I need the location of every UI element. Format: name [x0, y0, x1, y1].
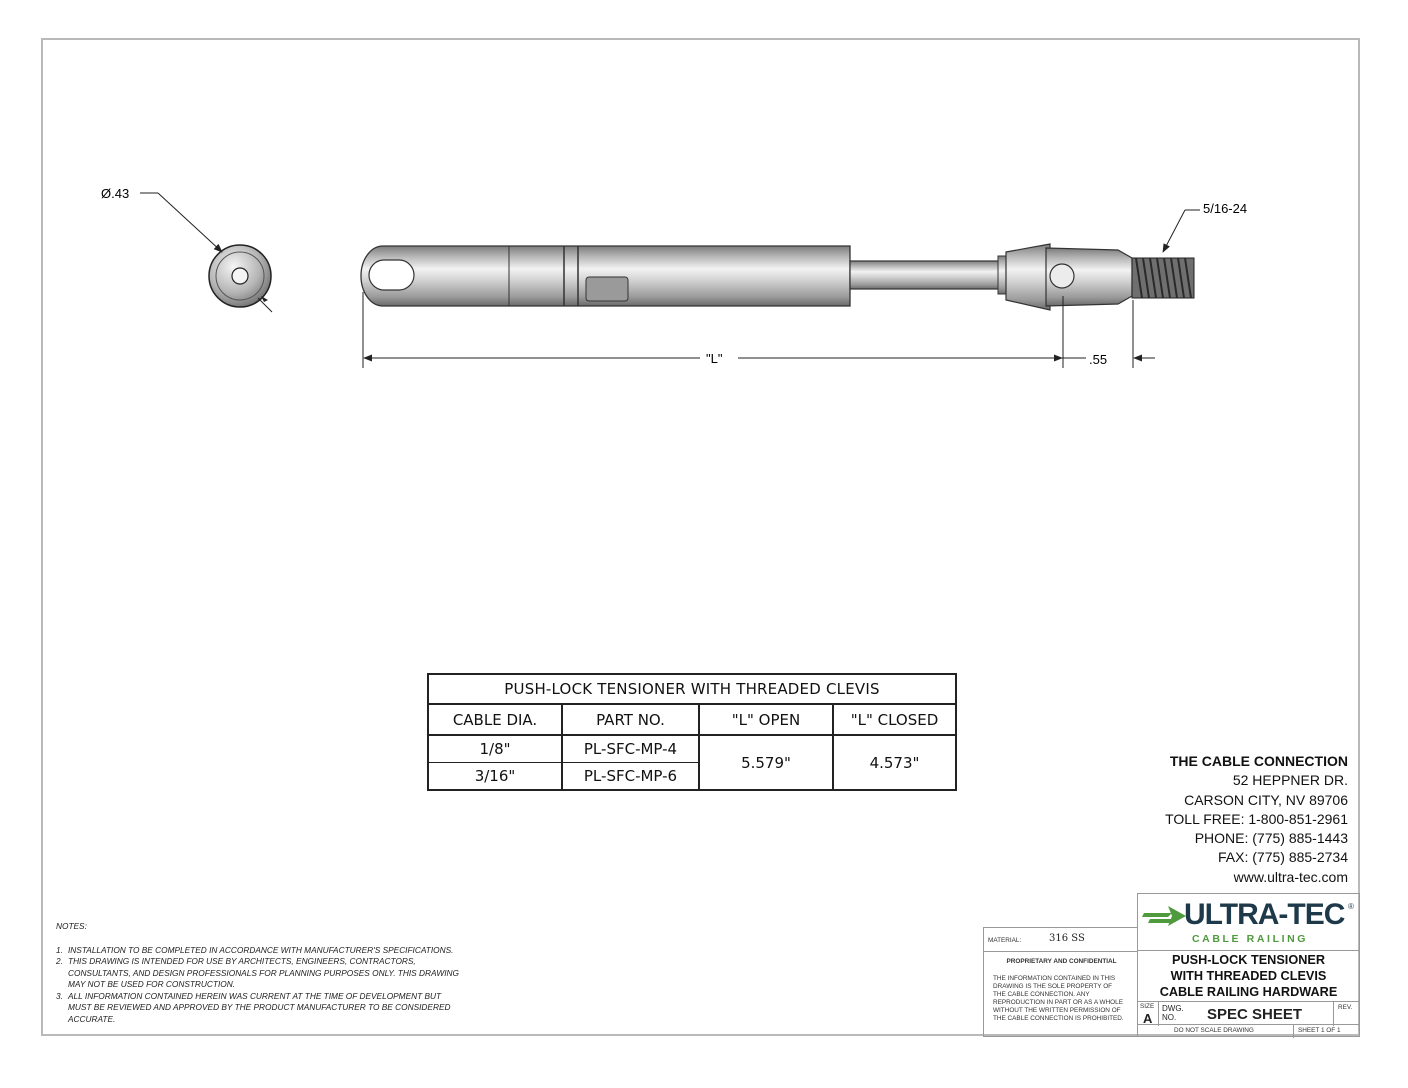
tensioner-drawing: [0, 0, 1408, 420]
thread-length-label: .55: [1089, 352, 1108, 367]
note-item: 3. ALL INFORMATION CONTAINED HEREIN WAS CURRENT AT THE TIME OF DEVELOPMENT BUT MUST BE REVIEWED AND APPROVED BY THE PRODUCT MANUFACTURER TO BE CONSIDERED ACCURATE.: [56, 990, 451, 1024]
notes-heading: NOTES:: [56, 921, 87, 931]
company-website[interactable]: www.ultra-tec.com: [1233, 868, 1348, 885]
cell-l-closed: 4.573": [833, 735, 956, 790]
cell-cable-dia: 3/16": [428, 763, 562, 791]
note-item: 2. THIS DRAWING IS INTENDED FOR USE BY ARCHITECTS, ENGINEERS, CONTRACTORS, CONSULTANTS, AND DESIGN PROFESSIONALS FOR PLANNING PURPOSES ONLY. THIS DRAWING MAY NOT BE USED FOR CONSTRUCTION.: [56, 956, 459, 989]
material-value: 316 SS: [1049, 933, 1085, 944]
note-item: 1. INSTALLATION TO BE COMPLETED IN ACCORDANCE WITH MANUFACTURER'S SPECIFICATIONS.: [56, 944, 454, 955]
material-label: MATERIAL:: [988, 937, 1022, 944]
company-fax: FAX: (775) 885-2734: [1218, 849, 1348, 866]
spec-table: [427, 673, 957, 791]
title-line: CABLE RAILING HARDWARE: [1159, 985, 1338, 999]
proprietary-heading: PROPRIETARY AND CONFIDENTIAL: [1006, 958, 1117, 965]
dwg-value: SPEC SHEET: [1207, 1006, 1303, 1023]
dwg-box: [1137, 1001, 1360, 1025]
company-name: THE CABLE CONNECTION: [1169, 753, 1348, 769]
title-line: PUSH-LOCK TENSIONER: [1172, 953, 1325, 967]
company-street: 52 HEPPNER DR.: [1232, 772, 1348, 789]
proprietary-text: THE INFORMATION CONTAINED IN THIS DRAWING IS THE SOLE PROPERTY OF THE CABLE CONNECTION. ANY REPRODUCTION IN PART OR AS A WHOLE WITHOUT THE WRITTEN PERMISSION OF THE CABLE CONNECTION IS PROHIBITED.: [993, 975, 1124, 1022]
company-toll-free: TOLL FREE: 1-800-851-2961: [1165, 810, 1348, 827]
title-line: WITH THREADED CLEVIS: [1170, 969, 1327, 983]
cell-part-no: PL-SFC-MP-6: [562, 763, 699, 791]
table-row: [428, 735, 956, 763]
company-city: CARSON CITY, NV 89706: [1184, 791, 1348, 808]
size-label: SIZE: [1140, 1003, 1155, 1010]
cell-l-open: 5.579": [699, 735, 833, 790]
cell-cable-dia: 1/8": [428, 735, 562, 763]
cell-part-no: PL-SFC-MP-4: [562, 735, 699, 763]
tensioner-body: [361, 244, 1194, 310]
header-l-open: "L" OPEN: [699, 704, 833, 735]
scale-note: DO NOT SCALE DRAWING: [1174, 1027, 1254, 1034]
logo-mark-icon: [1142, 904, 1188, 930]
logo-registered: ®: [1348, 902, 1354, 911]
logo-text: ULTRA-TEC: [1184, 898, 1345, 931]
thread-label: 5/16-24: [1203, 201, 1248, 216]
header-cable-dia: CABLE DIA.: [428, 704, 562, 735]
company-phone: PHONE: (775) 885-1443: [1194, 830, 1348, 847]
title-box: [1137, 950, 1360, 1002]
size-value: A: [1143, 1011, 1153, 1026]
length-label: "L": [706, 351, 723, 366]
rev-label: REV.: [1338, 1004, 1353, 1011]
company-address: [1165, 752, 1348, 887]
spec-table-title: PUSH-LOCK TENSIONER WITH THREADED CLEVIS: [428, 674, 956, 704]
logo-subtitle: CABLE RAILING: [1192, 933, 1309, 945]
scale-box: [1137, 1024, 1360, 1037]
header-l-closed: "L" CLOSED: [833, 704, 956, 735]
sheet-number: SHEET 1 OF 1: [1298, 1027, 1341, 1034]
proprietary-box: [983, 951, 1138, 1037]
diameter-label: Ø.43: [101, 186, 130, 201]
material-box: [983, 927, 1138, 952]
logo-box: [1137, 893, 1360, 951]
end-view: [209, 245, 271, 307]
notes: [56, 921, 496, 1025]
header-part-no: PART NO.: [562, 704, 699, 735]
dwg-label: DWG. NO.: [1162, 1004, 1184, 1022]
